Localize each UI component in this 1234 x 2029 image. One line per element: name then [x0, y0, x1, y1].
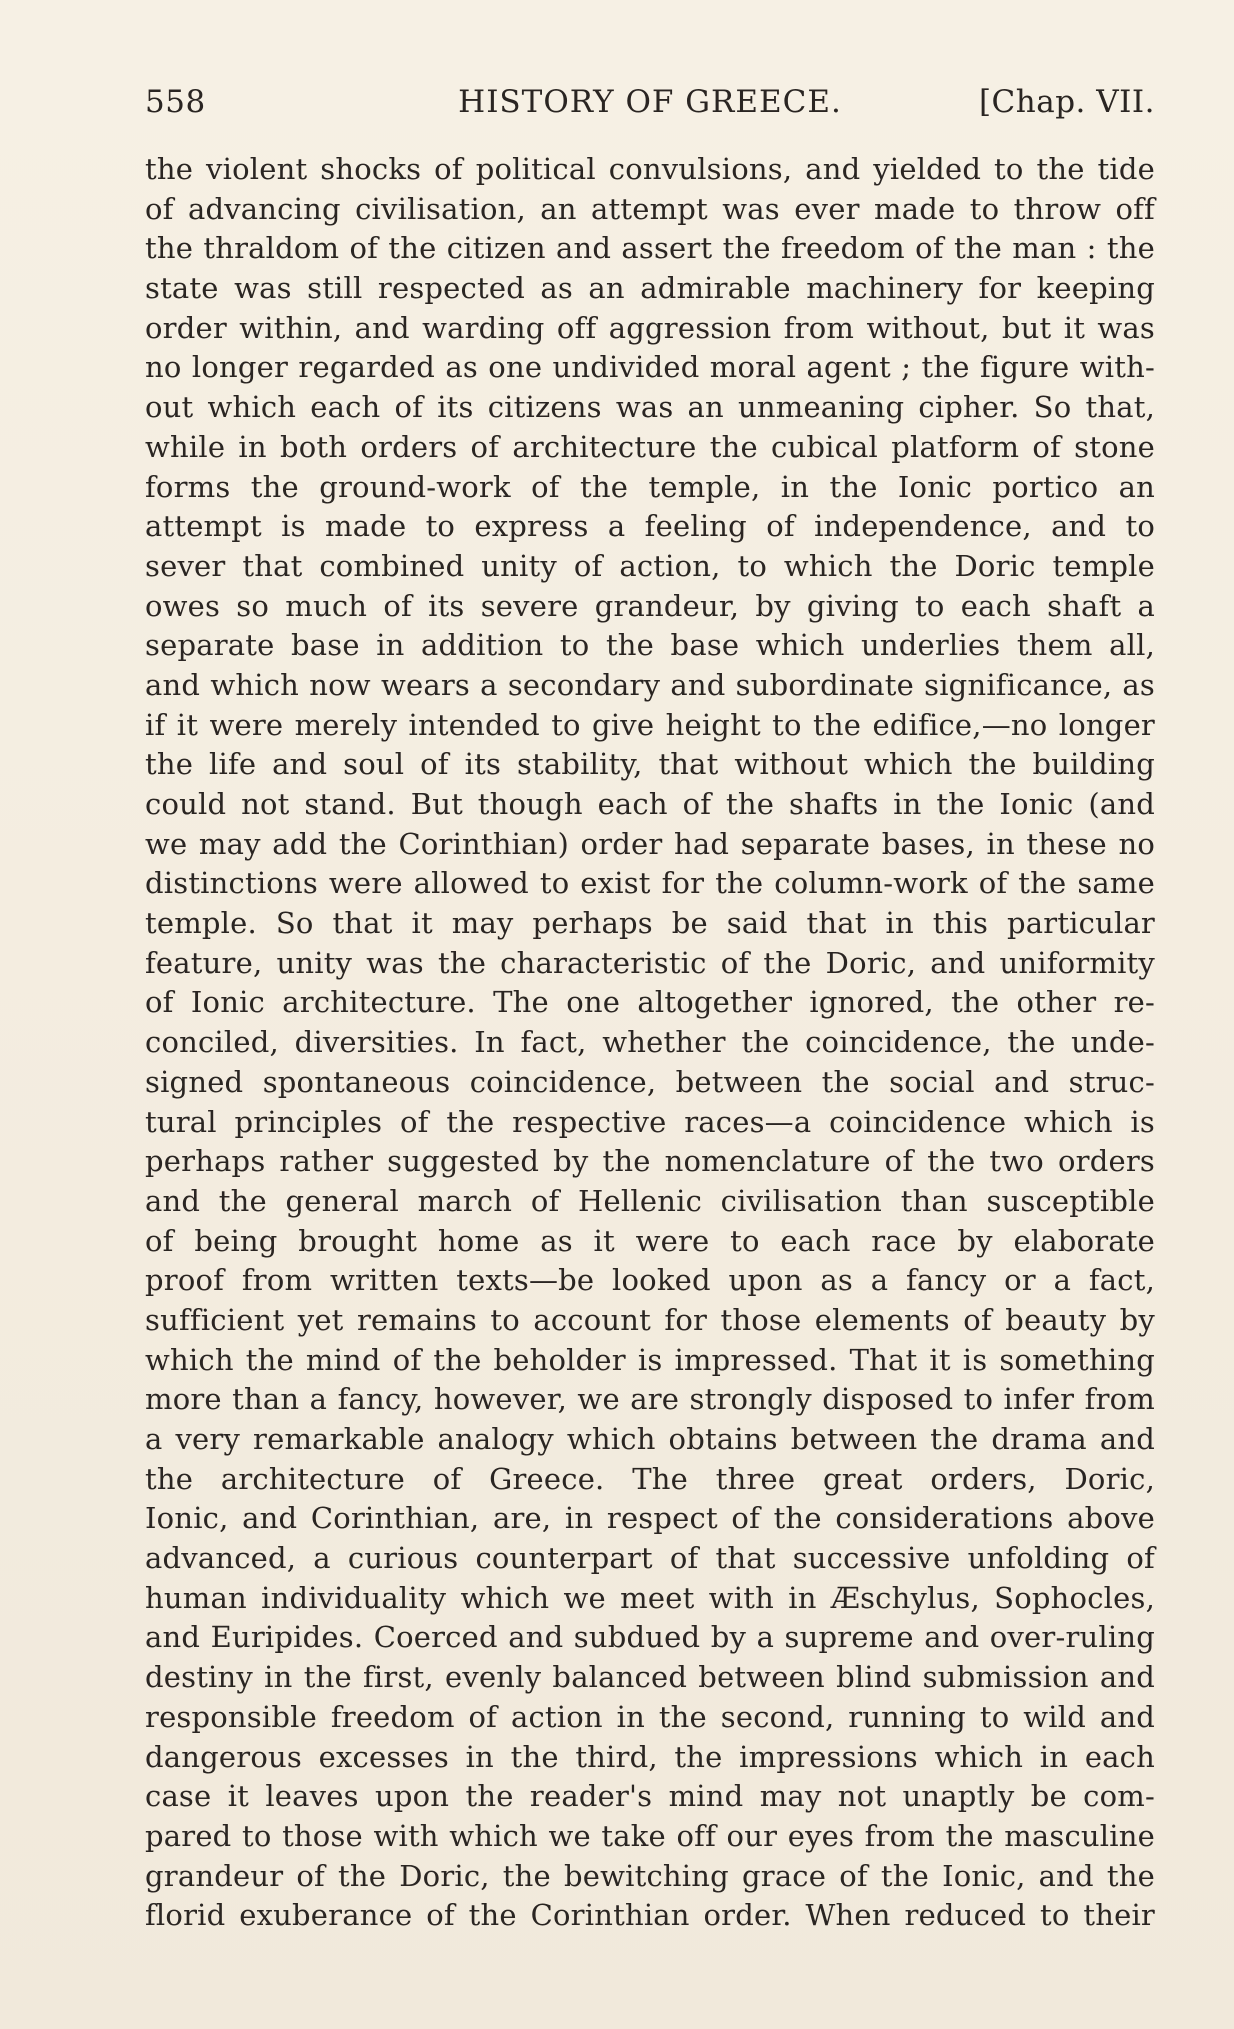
- text-line: proof from written texts—be looked upon as a fancy or a fact,: [145, 1263, 1155, 1298]
- text-line: feature, unity was the characteristic of the Doric, and uniformity: [145, 945, 1155, 980]
- text-line: dangerous excesses in the third, the impressions which in each: [145, 1739, 1155, 1774]
- text-line: which the mind of the beholder is impressed. That it is something: [145, 1342, 1155, 1377]
- text-line: destiny in the first, evenly balanced between blind submission and: [145, 1660, 1155, 1695]
- running-head: [145, 82, 1155, 122]
- text-line: sever that combined unity of action, to which the Doric temple: [145, 548, 1155, 583]
- text-line: signed spontaneous coincidence, between the social and struc-: [145, 1064, 1155, 1099]
- text-line: advanced, a curious counterpart of that successive unfolding of: [145, 1541, 1155, 1576]
- text-line: florid exuberance of the Corinthian order. When reduced to their: [145, 1898, 1155, 1933]
- text-line: conciled, diversities. In fact, whether the coincidence, the unde-: [145, 1025, 1155, 1060]
- text-line: responsible freedom of action in the second, running to wild and: [145, 1699, 1155, 1734]
- text-line: while in both orders of architecture the cubical platform of stone: [145, 429, 1155, 464]
- text-line: of being brought home as it were to each race by elaborate: [145, 1223, 1155, 1258]
- text-line: separate base in addition to the base which underlies them all,: [145, 628, 1155, 663]
- text-line: Ionic, and Corinthian, are, in respect of the considerations above: [145, 1501, 1155, 1536]
- text-line: the architecture of Greece. The three great orders, Doric,: [145, 1461, 1155, 1496]
- text-line: the violent shocks of political convulsions, and yielded to the tide: [145, 152, 1155, 186]
- text-line: owes so much of its severe grandeur, by giving to each shaft a: [145, 588, 1155, 623]
- text-line: forms the ground-work of the temple, in the Ionic portico an: [145, 469, 1155, 504]
- text-line: the life and soul of its stability, that without which the building: [145, 747, 1155, 782]
- text-line: we may add the Corinthian) order had separate bases, in these no: [145, 826, 1155, 861]
- text-line: of advancing civilisation, an attempt was ever made to throw off: [145, 191, 1155, 226]
- text-line: sufficient yet remains to account for those elements of beauty by: [145, 1302, 1155, 1337]
- text-line: perhaps rather suggested by the nomenclature of the two orders: [145, 1144, 1155, 1179]
- text-line: case it leaves upon the reader's mind may not unaptly be com-: [145, 1779, 1155, 1814]
- chapter-reference: [Chap. VII.: [978, 84, 1155, 120]
- text-line: human individuality which we meet with in Æschylus, Sophocles,: [145, 1580, 1155, 1615]
- text-line: pared to those with which we take off our eyes from the masculine: [145, 1818, 1155, 1853]
- text-line: state was still respected as an admirable machinery for keeping: [145, 271, 1155, 306]
- text-line: tural principles of the respective races—a coincidence which is: [145, 1104, 1155, 1139]
- text-line: and the general march of Hellenic civilisation than susceptible: [145, 1183, 1155, 1218]
- text-line: order within, and warding off aggression from without, but it was: [145, 310, 1155, 345]
- page-number: 558: [145, 84, 206, 120]
- text-line: a very remarkable analogy which obtains between the drama and: [145, 1422, 1155, 1456]
- text-line: and Euripides. Coerced and subdued by a supreme and over-ruling: [145, 1620, 1155, 1655]
- text-line: more than a fancy, however, we are strongly disposed to infer from: [145, 1382, 1155, 1417]
- text-line: could not stand. But though each of the shafts in the Ionic (and: [145, 787, 1155, 821]
- text-line: of Ionic architecture. The one altogether ignored, the other re-: [145, 985, 1155, 1020]
- text-line: if it were merely intended to give height to the edifice,—no longer: [145, 707, 1155, 742]
- text-line: out which each of its citizens was an unmeaning cipher. So that,: [145, 390, 1155, 425]
- text-line: and which now wears a secondary and subordinate significance, as: [145, 667, 1155, 702]
- text-line: grandeur of the Doric, the bewitching grace of the Ionic, and the: [145, 1858, 1155, 1893]
- body-text: [145, 150, 1155, 1936]
- text-line: no longer regarded as one undivided moral agent ; the figure with-: [145, 350, 1155, 385]
- text-line: the thraldom of the citizen and assert the freedom of the man : the: [145, 231, 1155, 266]
- running-title: HISTORY OF GREECE.: [458, 84, 842, 120]
- text-line: temple. So that it may perhaps be said that in this particular: [145, 906, 1155, 941]
- text-line: distinctions were allowed to exist for the column-work of the same: [145, 866, 1155, 901]
- text-line: attempt is made to express a feeling of independence, and to: [145, 509, 1155, 544]
